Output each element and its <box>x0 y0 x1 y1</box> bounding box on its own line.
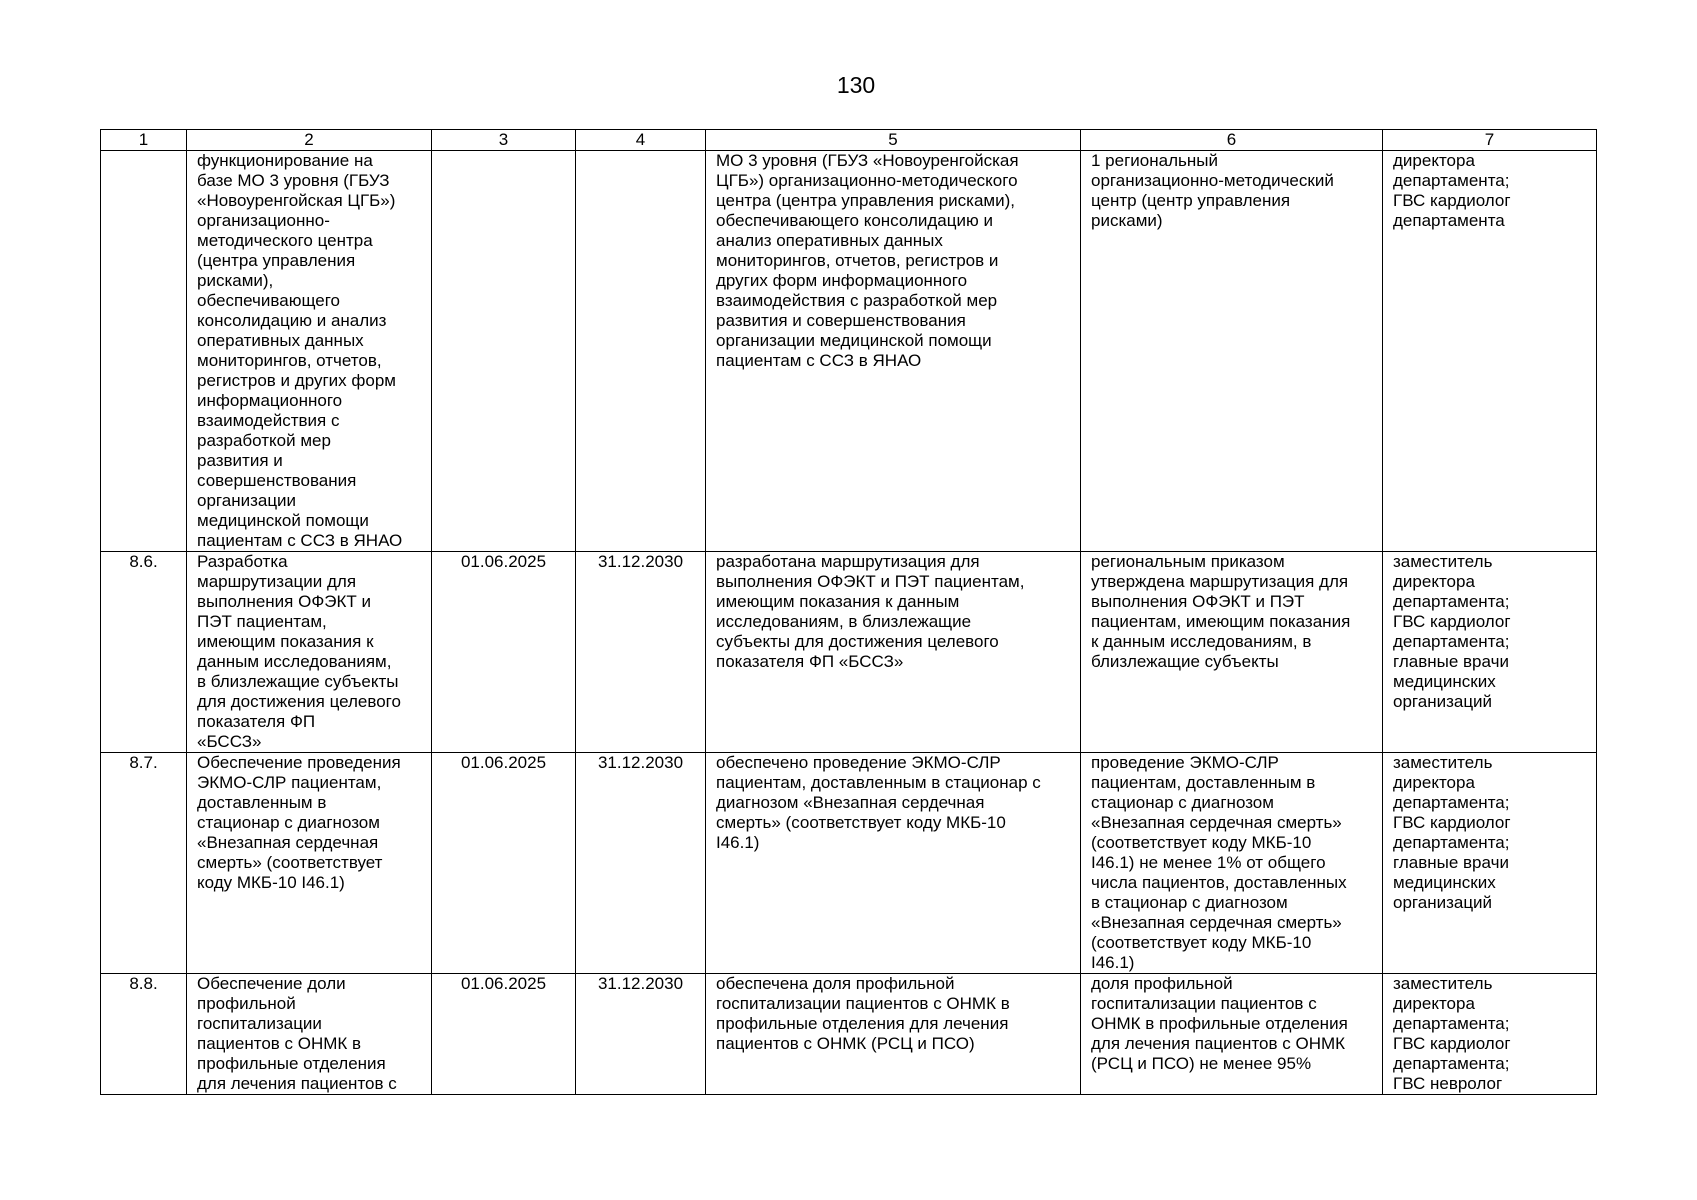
activity-cell: Обеспечение проведения ЭКМО-СЛР пациентам, доставленным в стационар с диагнозом «Внезапная сердечная смерть» (соответствует коду МКБ-10 I46.1) <box>187 753 432 974</box>
result-cell: МО 3 уровня (ГБУЗ «Новоуренгойская ЦГБ») организационно-методического центра (центра управления рисками), обеспечивающего консолидацию и анализ оперативных данных мониторингов, отчетов, регистров и других форм информационного взаимодействия с разработкой мер развития и совершенствования организации медицинской помощи пациентам с ССЗ в ЯНАО <box>706 151 1081 552</box>
row-number <box>101 151 187 552</box>
end-date-cell: 31.12.2030 <box>576 974 706 1095</box>
activity-cell: Разработка маршрутизации для выполнения ОФЭКТ и ПЭТ пациентам, имеющим показания к данным исследованиям, в близлежащие субъекты для достижения целевого показателя ФП «БССЗ» <box>187 552 432 753</box>
end-date-cell: 31.12.2030 <box>576 753 706 974</box>
end-date-cell: 31.12.2030 <box>576 552 706 753</box>
end-date-cell <box>576 151 706 552</box>
start-date-cell: 01.06.2025 <box>432 753 576 974</box>
row-number: 8.7. <box>101 753 187 974</box>
column-header-6: 6 <box>1081 130 1383 151</box>
table-row-8-8 <box>101 974 1597 1095</box>
start-date-cell <box>432 151 576 552</box>
responsible-cell: заместитель директора департамента; ГВС кардиолог департамента; главные врачи медицинских организаций <box>1383 552 1597 753</box>
table-row-continuation <box>101 151 1597 552</box>
responsible-cell: директора департамента; ГВС кардиолог департамента <box>1383 151 1597 552</box>
indicator-cell: 1 региональный организационно-методический центр (центр управления рисками) <box>1081 151 1383 552</box>
start-date-cell: 01.06.2025 <box>432 974 576 1095</box>
result-cell: обеспечено проведение ЭКМО-СЛР пациентам, доставленным в стационар с диагнозом «Внезапная сердечная смерть» (соответствует коду МКБ-10 I46.1) <box>706 753 1081 974</box>
page-number: 130 <box>836 72 876 98</box>
responsible-cell: заместитель директора департамента; ГВС кардиолог департамента; главные врачи медицинских организаций <box>1383 753 1597 974</box>
responsible-cell: заместитель директора департамента; ГВС кардиолог департамента; ГВС невролог <box>1383 974 1597 1095</box>
table-row-8-7 <box>101 753 1597 974</box>
column-header-7: 7 <box>1383 130 1597 151</box>
column-header-3: 3 <box>432 130 576 151</box>
activity-cell: Обеспечение доли профильной госпитализации пациентов с ОНМК в профильные отделения для лечения пациентов с <box>187 974 432 1095</box>
row-number: 8.8. <box>101 974 187 1095</box>
indicator-cell: проведение ЭКМО-СЛР пациентам, доставленным в стационар с диагнозом «Внезапная сердечная смерть» (соответствует коду МКБ-10 I46.1) не менее 1% от общего числа пациентов, доставленных в стационар с диагнозом «Внезапная сердечная смерть» (соответствует коду МКБ-10 I46.1) <box>1081 753 1383 974</box>
activity-cell: функционирование на базе МО 3 уровня (ГБУЗ «Новоуренгойская ЦГБ») организационно- методического центра (центра управления рисками), обеспечивающего консолидацию и анализ оперативных данных мониторингов, отчетов, регистров и других форм информационного взаимодействия с разработкой мер развития и совершенствования организации медицинской помощи пациентам с ССЗ в ЯНАО <box>187 151 432 552</box>
column-header-5: 5 <box>706 130 1081 151</box>
result-cell: разработана маршрутизация для выполнения ОФЭКТ и ПЭТ пациентам, имеющим показания к данным исследованиям, в близлежащие субъекты для достижения целевого показателя ФП «БССЗ» <box>706 552 1081 753</box>
column-header-4: 4 <box>576 130 706 151</box>
indicator-cell: доля профильной госпитализации пациентов с ОНМК в профильные отделения для лечения пациентов с ОНМК (РСЦ и ПСО) не менее 95% <box>1081 974 1383 1095</box>
column-header-2: 2 <box>187 130 432 151</box>
indicator-cell: региональным приказом утверждена маршрутизация для выполнения ОФЭКТ и ПЭТ пациентам, имеющим показания к данным исследованиям, в близлежащие субъекты <box>1081 552 1383 753</box>
column-header-1: 1 <box>101 130 187 151</box>
plan-table <box>100 129 1597 1095</box>
column-number-row <box>101 130 1597 151</box>
start-date-cell: 01.06.2025 <box>432 552 576 753</box>
row-number: 8.6. <box>101 552 187 753</box>
result-cell: обеспечена доля профильной госпитализации пациентов с ОНМК в профильные отделения для лечения пациентов с ОНМК (РСЦ и ПСО) <box>706 974 1081 1095</box>
table-row-8-6 <box>101 552 1597 753</box>
